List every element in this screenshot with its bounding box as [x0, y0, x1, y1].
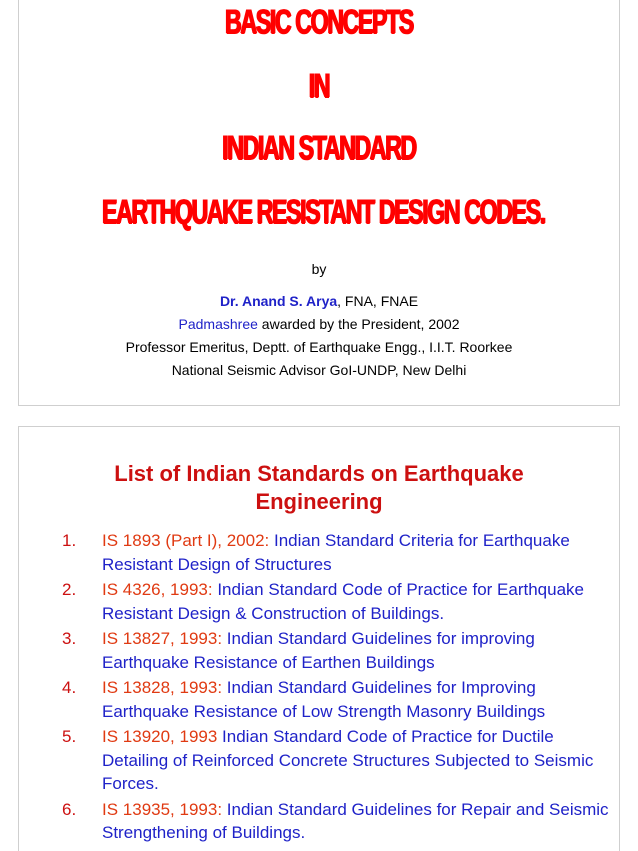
title-line-4: EARTHQUAKE RESISTANT DESIGN CODES.	[102, 193, 545, 231]
standard-code: IS 13935, 1993:	[102, 799, 223, 819]
item-number: 3.	[62, 629, 77, 648]
advisor-line: National Seismic Advisor GoI-UNDP, New Delhi	[171, 362, 467, 378]
position-line: Professor Emeritus, Deptt. of Earthquake Engg., I.I.T. Roorkee	[125, 339, 513, 355]
author-line	[0, 292, 638, 310]
item-number: 6.	[62, 799, 77, 819]
list-item	[62, 529, 622, 576]
item-number: 4.	[62, 678, 77, 697]
by-line: by	[311, 261, 327, 277]
title-line-2: IN	[308, 67, 330, 105]
award-prefix: Padmashree	[178, 316, 258, 332]
standard-code: IS 13920, 1993	[102, 727, 218, 746]
item-number: 2.	[62, 580, 77, 599]
list-item	[62, 798, 622, 845]
standards-list	[62, 529, 622, 847]
standard-description: Indian Standard Criteria for Earthquake Resistant Design of Structures	[102, 531, 570, 574]
list-title-line-1: List of Indian Standards on Earthquake	[114, 461, 524, 486]
standard-code: IS 4326, 1993:	[102, 580, 213, 599]
standard-code: IS 1893 (Part I), 2002:	[102, 531, 270, 550]
standard-description: Indian Standard Code of Practice for Earthquake Resistant Design & Construction of Buildings.	[102, 580, 584, 623]
award-line	[0, 315, 638, 333]
list-item	[62, 676, 622, 723]
list-title-line-2: Engineering	[255, 489, 383, 514]
author-honors: , FNA, FNAE	[337, 293, 419, 309]
list-title	[18, 460, 620, 516]
standard-description: Indian Standard Guidelines for Repair and Seismic Strengthening of Buildings.	[102, 799, 609, 842]
author-name: Dr. Anand S. Arya	[219, 293, 338, 309]
standard-code: IS 13828, 1993:	[102, 678, 223, 697]
item-number: 5.	[62, 727, 77, 746]
standard-description: Indian Standard Guidelines for improving Earthquake Resistance of Earthen Buildings	[102, 629, 535, 672]
title-line-1: BASIC CONCEPTS	[225, 3, 413, 41]
list-item	[62, 578, 622, 625]
standard-code: IS 13827, 1993:	[102, 629, 223, 648]
award-rest: awarded by the President, 2002	[257, 316, 460, 332]
title-line-3: INDIAN STANDARD	[222, 129, 416, 167]
standard-description: Indian Standard Code of Practice for Ductile Detailing of Reinforced Concrete Structures Subjected to Seismic Forces.	[102, 727, 594, 793]
list-item	[62, 627, 622, 674]
list-item	[62, 725, 622, 796]
standard-description: Indian Standard Guidelines for Improving Earthquake Resistance of Low Strength Masonry Buildings	[102, 678, 546, 721]
item-number: 1.	[62, 531, 77, 550]
